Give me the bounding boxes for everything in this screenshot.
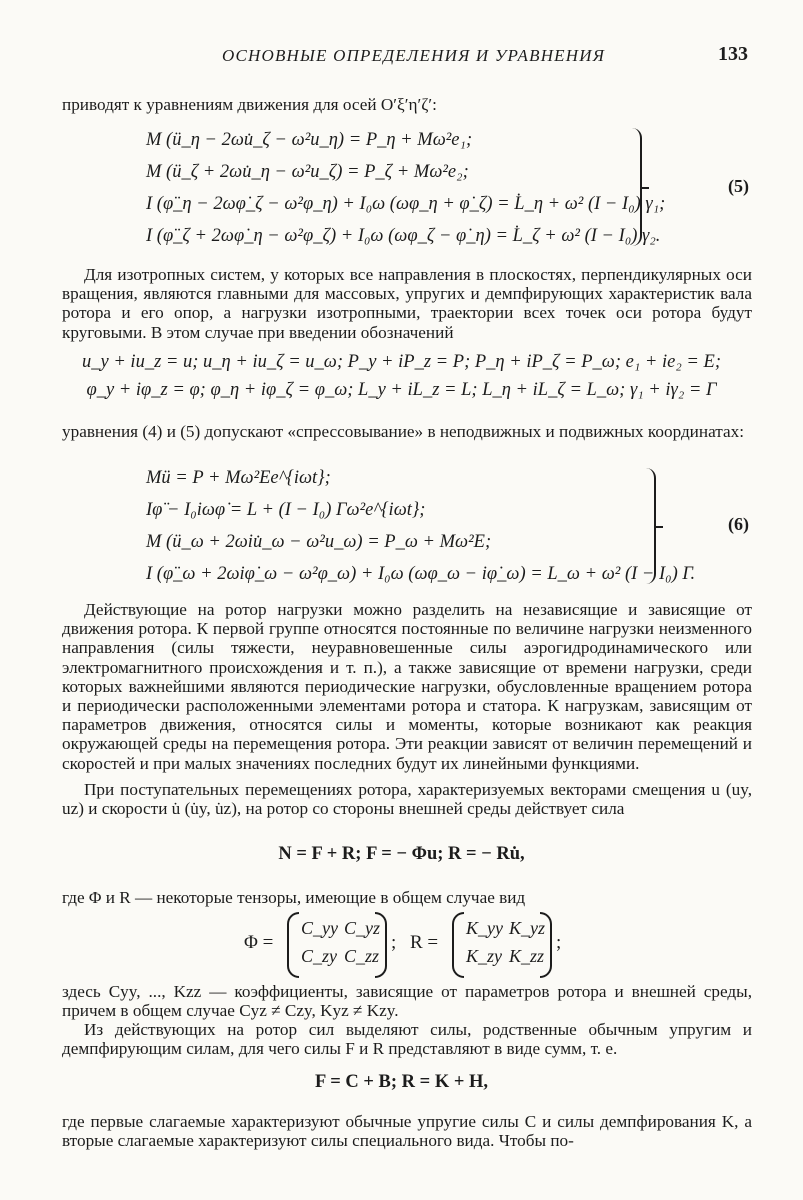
matrix-cell: K_yy [466, 918, 503, 938]
coefficients-paragraph: здесь Cyy, ..., Kzz — коэффициенты, зависящие от параметров ротора и внешней среды, причем в общем случае Cyz ≠ Czy, Kyz ≠ Kzy. [62, 982, 752, 1021]
system-6-lines [146, 462, 695, 590]
equation-number: (6) [728, 514, 749, 534]
equation-line: I (φ̈_ω + 2ωiφ̇_ω − ω²φ_ω) + I₀ω (ωφ_ω − iφ̇_ω) = L_ω + ω² (I − I₀) Γ. [146, 564, 696, 584]
page-number: 133 [718, 43, 748, 65]
matrix-cell: K_zz [509, 946, 545, 966]
matrix-cell: C_zz [344, 946, 380, 966]
equation-system-6 [0, 462, 803, 590]
translational-paragraph: При поступательных перемещениях ротора, характеризуемых векторами смещения u (uy, uz) и скорости u̇ (u̇y, u̇z), на ротор со стороны внешней среды действует сила [62, 780, 752, 819]
equation-line: I (φ̈_ζ + 2ωφ̇_η − ω²φ_ζ) + I₀ω (ωφ_ζ − φ̇_η) = L̇_ζ + ω² (I − I₀) γ₂. [146, 226, 661, 246]
equation-line: Iφ̈ − I₀iωφ̇ = L + (I − I₀) Γω²e^{iωt}; [146, 500, 426, 520]
sum-equation: F = C + B; R = K + H, [314, 1072, 489, 1092]
system-5-lines [146, 124, 665, 252]
running-title: ОСНОВНЫЕ ОПРЕДЕЛЕНИЯ И УРАВНЕНИЯ [222, 46, 606, 65]
right-brace [646, 468, 656, 584]
r-matrix [452, 912, 552, 976]
intro-paragraph: приводят к уравнениям движения для осей O′ξ′η′ζ′: [62, 95, 437, 114]
phi-label: Φ = [244, 932, 274, 953]
tensor-matrices [0, 912, 803, 982]
phi-matrix [287, 912, 387, 976]
notation-line: φ_y + iφ_z = φ; φ_η + iφ_ζ = φ_ω; L_y + iL_z = L; L_η + iL_ζ = L_ω; γ₁ + iγ₂ = Γ [86, 380, 717, 400]
split-paragraph: Из действующих на ротор сил выделяют силы, родственные обычным упругим и демпфирующим силам, для чего силы F и R представляют в виде сумм, т. е. [62, 1020, 752, 1059]
equation-line: I (φ̈_η − 2ωφ̇_ζ − ω²φ_η) + I₀ω (ωφ_η + φ̇_ζ) = L̇_η + ω² (I − I₀) γ₁; [146, 194, 666, 214]
right-brace [632, 128, 642, 246]
equation-system-5 [0, 124, 803, 252]
running-head [0, 43, 803, 72]
notation-line: u_y + iu_z = u; u_η + iu_ζ = u_ω; P_y + iP_z = P; P_η + iP_ζ = P_ω; e₁ + ie₂ = E; [81, 352, 721, 372]
equation-line: M (ü_ω + 2ωiu̇_ω − ω²u_ω) = P_ω + Mω²E; [146, 532, 492, 552]
compressed-paragraph: уравнения (4) и (5) допускают «спрессовывание» в неподвижных и подвижных координатах: [62, 422, 744, 441]
equation-line: M (ü_η − 2ωu̇_ζ − ω²u_η) = P_η + Mω²e₁; [146, 130, 473, 150]
equation-line: M (ü_ζ + 2ωu̇_η − ω²u_ζ) = P_ζ + Mω²e₂; [146, 162, 469, 182]
matrix-cell: C_zy [301, 946, 337, 966]
equation-line: Mü = P + Mω²Ee^{iωt}; [146, 468, 331, 488]
isotropic-paragraph: Для изотропных систем, у которых все направления в плоскостях, перпендикулярных оси вращения, являются главными для массовых, упругих и демпфирующих характеристик вала ротора и его опор, а нагрузки изотропными, траектории всех точек оси ротора будут круговыми. В этом случае при введении обозначений [62, 265, 752, 342]
matrix-cell: C_yz [344, 918, 380, 938]
tensor-paragraph: где Φ и R — некоторые тензоры, имеющие в общем случае вид [62, 888, 526, 907]
matrix-cell: K_zy [466, 946, 502, 966]
separator: ; [556, 932, 562, 953]
force-equation: N = F + R; F = − Φu; R = − Ru̇, [278, 844, 525, 864]
loads-paragraph: Действующие на ротор нагрузки можно разделить на независящие и зависящие от движения ротора. К первой группе относятся постоянные по величине нагрузки неизменного направления (силы тяжести, неуравновешенные силы аэрогидродинамического или электромагнитного происхождения и т. п.), а также зависящие от времени нагрузки, среди которых важнейшими являются периодические нагрузки, обусловленные вращением ротора и периодически расположенными элементами ротора и статора. К нагрузкам, зависящим от параметров движения, относятся силы и моменты, которые возникают как реакция окружающей среды на перемещения ротора. Эти реакции зависят от величин перемещений и скоростей и при малых значениях последних будут их линейными функциями. [62, 600, 752, 773]
r-label: R = [410, 932, 439, 953]
matrix-cell: C_yy [301, 918, 338, 938]
equation-number: (5) [728, 176, 749, 196]
separator: ; [391, 932, 397, 953]
final-paragraph: где первые слагаемые характеризуют обычные упругие силы C и силы демпфирования K, а вторые слагаемые характеризуют силы специального вида. Чтобы по- [62, 1112, 752, 1151]
matrix-cell: K_yz [509, 918, 545, 938]
